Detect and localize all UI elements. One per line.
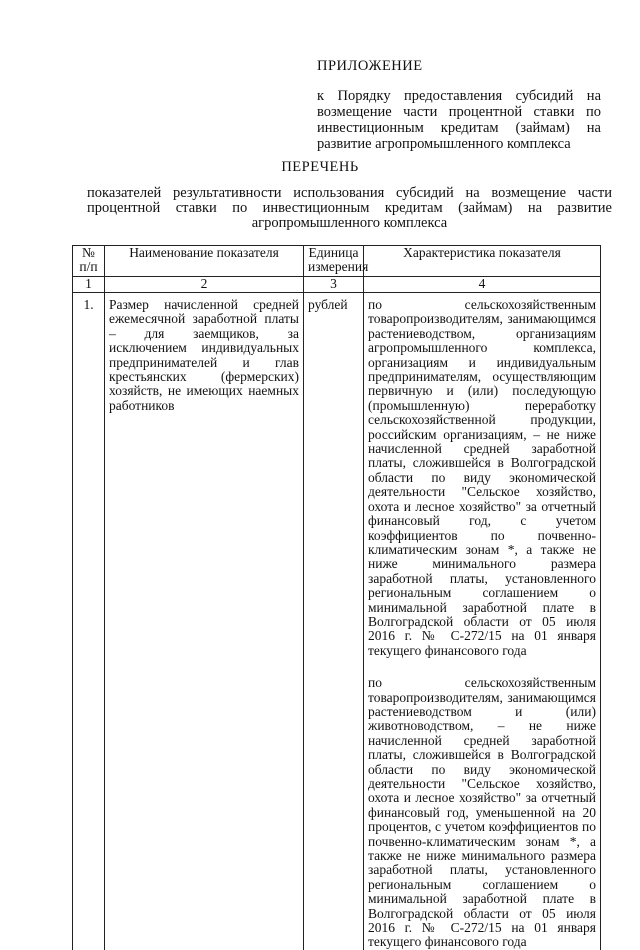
row-unit: рублей bbox=[304, 293, 364, 659]
table-header-row bbox=[73, 246, 601, 277]
row-num bbox=[73, 658, 105, 950]
row-desc-cell bbox=[364, 658, 601, 950]
row-num: 1. bbox=[73, 293, 105, 659]
header-unit: Единица измерения bbox=[304, 246, 364, 277]
appendix-block bbox=[317, 58, 601, 152]
row-desc: по сельскохозяйственным товаропроизводителям, занимающимся растениеводством и (или) животноводством, – не ниже начисленной средней заработной платы, сложившейся в Волгоградской области по виду экономической деятельности "Сельское хозяйство, охота и лесное хозяйство" за отчетный финансовый год, уменьшенной на 20 процентов, с учетом коэффициентов по почвенно-климатическим зонам *, а также не ниже минимального размера заработной платы, установленного региональным соглашением о минимальной заработной плате в Волгоградской области от 05 июля 2016 г. № С-272/15 на 01 января текущего финансового года bbox=[368, 675, 596, 950]
appendix-body: к Порядку предоставления субсидий на возмещение части процентной ставки по инвестиционным кредитам (займам) на развитие агропромышленного комплекса bbox=[317, 88, 601, 152]
table-column-numbers-row bbox=[73, 277, 601, 293]
row-unit bbox=[304, 658, 364, 950]
indicators-table bbox=[72, 245, 601, 950]
table-row bbox=[73, 293, 601, 659]
row-desc: по сельскохозяйственным товаропроизводителям, занимающимся растениеводством, организациям агропромышленного комплекса, организациям и индивидуальным предпринимателям, осуществляющим первичную и (или) последующую (промышленную) переработку сельскохозяйственной продукции, российским организациям, – не ниже начисленной средней заработной платы, сложившейся в Волгоградской области по виду экономической деятельности "Сельское хозяйство, охота и лесное хозяйство" за отчетный финансовый год, с учетом коэффициентов по почвенно-климатическим зонам *, а также не ниже минимального размера заработной платы, установленного региональным соглашением о минимальной заработной плате в Волгоградской области от 05 июля 2016 г. № С-272/15 на 01 января текущего финансового года bbox=[364, 293, 601, 659]
row-name bbox=[105, 658, 304, 950]
list-subtitle: показателей результативности использования субсидий на возмещение части процентной ставки по инвестиционным кредитам (займам) на развитие агропромышленного комплекса bbox=[87, 185, 612, 231]
list-title: ПЕРЕЧЕНЬ bbox=[281, 159, 359, 175]
row-name: Размер начисленной средней ежемесячной заработной платы – для заемщиков, за исключением индивидуальных предпринимателей и глав крестьянских (фермерских) хозяйств, не имеющих наемных работников bbox=[105, 293, 304, 659]
column-number: 4 bbox=[364, 277, 601, 293]
appendix-title: ПРИЛОЖЕНИЕ bbox=[317, 58, 423, 74]
header-desc: Характеристика показателя bbox=[364, 246, 601, 277]
column-number: 2 bbox=[105, 277, 304, 293]
table-row bbox=[73, 658, 601, 950]
column-number: 1 bbox=[73, 277, 105, 293]
header-name: Наименование показателя bbox=[105, 246, 304, 277]
header-num: № п/п bbox=[73, 246, 105, 277]
column-number: 3 bbox=[304, 277, 364, 293]
